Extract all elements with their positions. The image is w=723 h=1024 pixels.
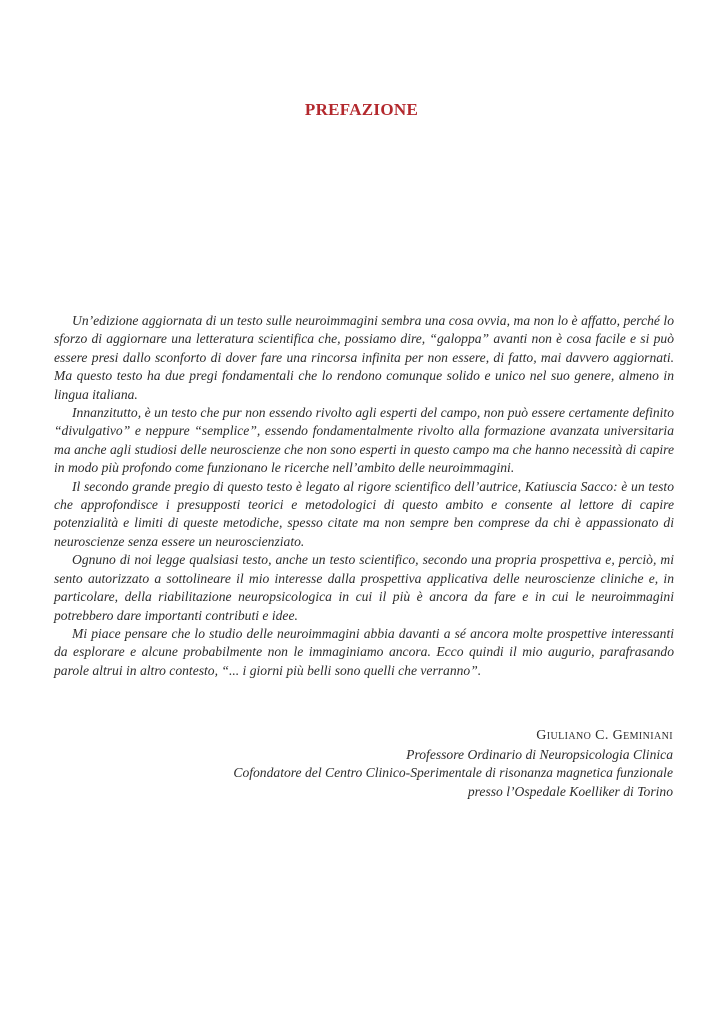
- author-location: presso l’Ospedale Koelliker di Torino: [467, 783, 673, 799]
- preface-body: [54, 312, 674, 680]
- paragraph-1: Un’edizione aggiornata di un testo sulle neuroimmagini sembra una cosa ovvia, ma non lo è affatto, perché lo sforzo di aggiornare una letteratura scientifica che, possiamo dire, “galoppa” avanti non è cosa facile e si può essere presi dallo sconforto di dover fare una rincorsa infinita per non essere, di fatto, mai davvero aggiornati. Ma questo testo ha due pregi fondamentali che lo rendono comunque solido e unico nel suo genere, almeno in lingua italiana.: [54, 313, 674, 402]
- author-name: Giuliano C. Geminiani: [536, 728, 673, 743]
- page-title: PREFAZIONE: [304, 100, 419, 119]
- author-title: Professore Ordinario di Neuropsicologia Clinica: [406, 746, 673, 762]
- author-affiliation: Cofondatore del Centro Clinico-Sperimentale di risonanza magnetica funzionale: [233, 765, 673, 781]
- signature-block: [113, 727, 673, 801]
- paragraph-3: Il secondo grande pregio di questo testo è legato al rigore scientifico dell’autrice, Katiuscia Sacco: è un testo che approfondisce i presupposti teorici e metodologici di questo ambito e consente al lettore di capire potenzialità e limiti di queste metodiche, spesso citate ma non sempre ben comprese da chi è appassionato di neuroscienze senza essere un neuroscienziato.: [54, 478, 674, 549]
- paragraph-2: Innanzitutto, è un testo che pur non essendo rivolto agli esperti del campo, non può essere certamente definito “divulgativo” e neppure “semplice”, essendo fondamentalmente rivolto alla formazione avanzata universitaria ma anche agli studiosi delle neuroscienze che non sono esperti in questo campo ma che hanno necessità di capire in modo più profondo come funzionano le ricerche nell’ambito delle neuroimmagini.: [54, 405, 674, 476]
- paragraph-4: Ognuno di noi legge qualsiasi testo, anche un testo scientifico, secondo una propria prospettiva e, perciò, mi sento autorizzato a sottolineare il mio interesse dalla prospettiva applicativa delle neuroscienze cliniche e, in particolare, della riabilitazione neuropsicologica in cui il più è ancora da fare e in cui le neuroimmagini potrebbero dare importanti contributi e idee.: [54, 552, 674, 623]
- paragraph-5: Mi piace pensare che lo studio delle neuroimmagini abbia davanti a sé ancora molte prospettive interessanti da esplorare e alcune probabilmente non le immaginiamo ancora. Ecco quindi il mio augurio, parafrasando parole altrui in altro contesto, “... i giorni più belli sono quelli che verranno”.: [54, 625, 674, 678]
